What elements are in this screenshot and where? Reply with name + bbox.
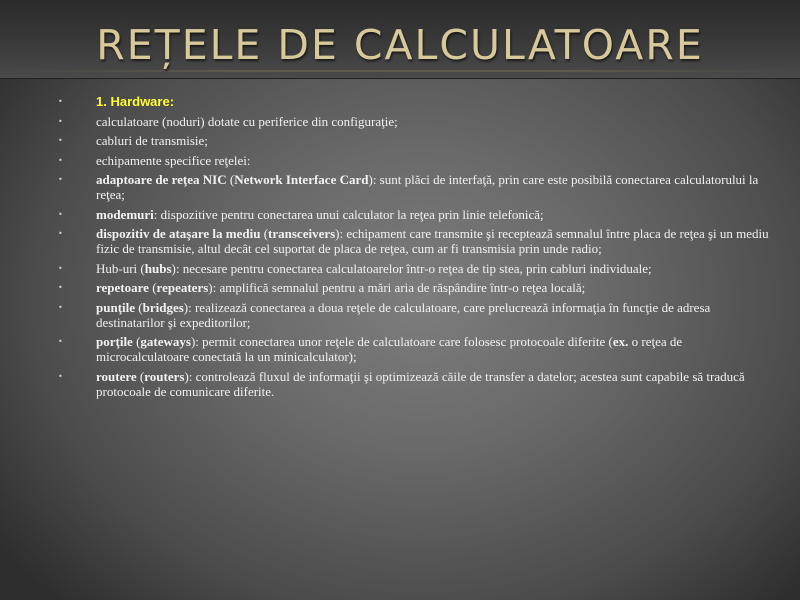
- bullet-dot-icon: •: [58, 229, 63, 238]
- bullet-dot-icon: •: [58, 175, 63, 184]
- item-text: ): necesare pentru conectarea calculatoarelor într-o reţea de tip stea, prin cabluri individuale;: [171, 260, 652, 276]
- term: dispozitiv de ataşare la mediu: [96, 226, 261, 241]
- bullet-list: [54, 94, 774, 399]
- item-text: ): controlează fluxul de informaţii şi optimizează căile de transfer a datelor; acestea sunt capabile să traducă protocoale de comunicare diferite.: [96, 368, 745, 399]
- section-heading: 1. Hardware:: [96, 94, 175, 109]
- list-item-router: [54, 369, 774, 399]
- list-item-repeater: [54, 280, 774, 295]
- list-item-hardware-heading: [54, 94, 774, 109]
- item-text: ): amplifică semnalul pentru a mări aria de răspândire într-o reţea locală;: [208, 280, 586, 295]
- list-item-gateway: [54, 334, 774, 364]
- term: repeaters: [156, 280, 209, 295]
- bullet-dot-icon: •: [58, 155, 63, 165]
- bullet-dot-icon: •: [58, 136, 63, 145]
- item-text: Hub-uri (: [96, 260, 145, 276]
- term: punţile: [96, 299, 136, 315]
- bullet-dot-icon: •: [58, 263, 63, 273]
- term: gateways: [140, 334, 191, 349]
- term: hubs: [144, 260, 172, 276]
- list-item-nic: [54, 172, 774, 202]
- item-text: ): echipament care transmite şi recepteazã semnalul între placa de reţea şi un mediu fizic de transmisie, altul decât cel suportat de placa de reţea, cum ar fi transmisia prin unde radio;: [96, 226, 769, 256]
- slide-content: [54, 94, 774, 403]
- bullet-dot-icon: •: [58, 302, 63, 312]
- item-text: (: [132, 334, 141, 349]
- term: transceivers: [268, 226, 336, 241]
- bullet-dot-icon: •: [58, 283, 63, 292]
- item-text: calculatoare (noduri) dotate cu periferice din configuraţie;: [96, 113, 398, 129]
- list-item-modem: [54, 207, 774, 222]
- item-text: : dispozitive pentru conectarea unui calculator la reţea prin linie telefonică;: [153, 206, 544, 222]
- item-text: echipamente specifice reţelei:: [96, 152, 251, 168]
- list-item: [54, 153, 774, 168]
- list-item: [54, 114, 774, 129]
- bullet-dot-icon: •: [58, 337, 63, 346]
- term: repetoare: [96, 280, 149, 295]
- list-item-hub: [54, 261, 774, 276]
- item-text: o reţea de microcalculatoare conectată la un minicalculator);: [96, 334, 683, 364]
- item-text: (: [136, 368, 145, 384]
- term: ex.: [612, 334, 629, 349]
- bullet-dot-icon: •: [58, 371, 63, 381]
- item-text: (: [260, 226, 269, 241]
- bullet-dot-icon: •: [58, 209, 63, 219]
- slide-title: REȚELE DE CALCULATOARE: [96, 21, 704, 69]
- bullet-dot-icon: •: [58, 97, 63, 106]
- item-text: (: [135, 299, 143, 315]
- item-text: ): sunt plăci de interfaţă, prin care este posibilă conectarea calculatorului la reţea;: [96, 172, 759, 202]
- term: routers: [144, 368, 185, 384]
- item-text: ): realizează conectarea a doua reţele de calculatoare, care prelucrează informaţia în funcţie de adresa destinatarilor şi expeditorilor;: [96, 299, 711, 330]
- item-text: cabluri de transmisie;: [96, 133, 208, 148]
- term: bridges: [142, 299, 184, 315]
- term: porţile: [96, 334, 133, 349]
- item-text: (: [148, 280, 157, 295]
- term: Network Interface Card: [234, 172, 369, 187]
- item-text: (: [226, 172, 235, 187]
- term: routere: [96, 368, 137, 384]
- list-item: [54, 133, 774, 148]
- term: modemuri: [96, 206, 154, 222]
- list-item-transceiver: [54, 226, 774, 256]
- item-text: ): permit conectarea unor reţele de calculatoare care folosesc protocoale diferite (: [190, 334, 613, 349]
- bullet-dot-icon: •: [58, 116, 63, 126]
- list-item-bridge: [54, 300, 774, 330]
- term: adaptoare de reţea NIC: [96, 172, 227, 187]
